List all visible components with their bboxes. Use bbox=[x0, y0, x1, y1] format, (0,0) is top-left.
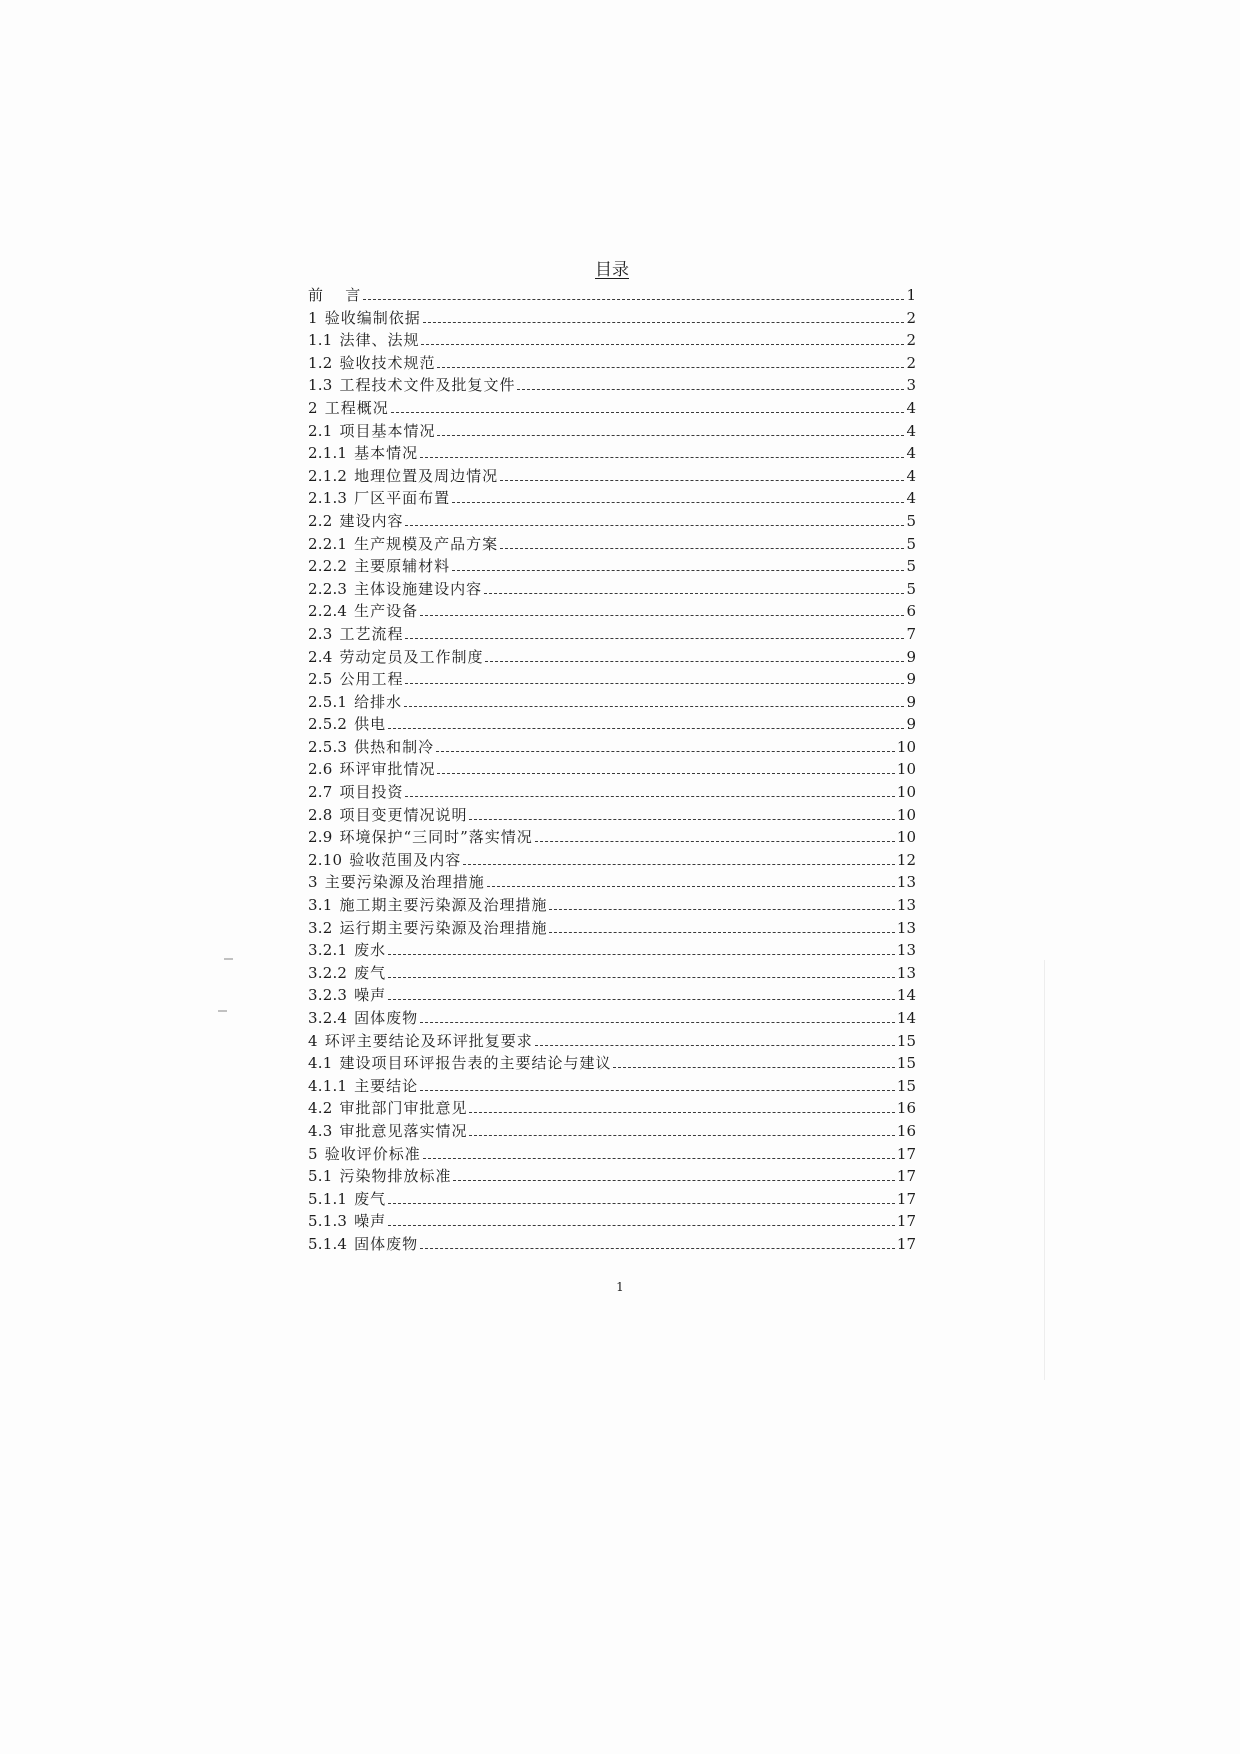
toc-entry[interactable] bbox=[308, 646, 916, 669]
toc-entry[interactable] bbox=[308, 420, 916, 443]
toc-entry-title: 公用工程 bbox=[339, 670, 404, 689]
toc-entry-number: 3 bbox=[308, 873, 318, 892]
toc-entry-page: 10 bbox=[896, 828, 916, 847]
toc-entry-page: 10 bbox=[896, 737, 916, 756]
toc-entry-number: 2.3 bbox=[308, 624, 333, 643]
toc-entry-page: 17 bbox=[896, 1144, 916, 1163]
toc-entry-title: 项目变更情况说明 bbox=[339, 805, 468, 824]
scan-mark bbox=[224, 958, 233, 960]
toc-dot-leader bbox=[423, 1157, 895, 1159]
toc-entry-page: 3 bbox=[906, 376, 916, 395]
toc-entry-page: 12 bbox=[896, 850, 916, 869]
toc-dot-leader bbox=[469, 1111, 894, 1113]
toc-entry-number: 3.2.4 bbox=[308, 1009, 348, 1027]
toc-entry-page: 4 bbox=[906, 466, 916, 485]
toc-entry-number: 2.4 bbox=[308, 647, 333, 666]
toc-dot-leader bbox=[469, 818, 894, 820]
toc-entry-title: 污染物排放标准 bbox=[339, 1167, 452, 1186]
toc-entry[interactable] bbox=[308, 307, 916, 330]
toc-list bbox=[308, 284, 916, 1256]
toc-dot-leader bbox=[388, 998, 895, 1000]
toc-entry-title: 废气 bbox=[354, 963, 387, 982]
toc-entry-page: 6 bbox=[906, 602, 916, 621]
toc-entry[interactable] bbox=[308, 1075, 916, 1098]
toc-entry-title: 废气 bbox=[354, 1189, 387, 1208]
toc-entry-number: 2.2.3 bbox=[308, 579, 348, 598]
toc-entry-number: 前 bbox=[308, 286, 324, 304]
toc-entry-number: 5.1.4 bbox=[308, 1234, 348, 1253]
toc-entry[interactable] bbox=[308, 623, 916, 646]
toc-entry-number: 2.1.3 bbox=[308, 489, 348, 508]
toc-entry-page: 13 bbox=[896, 873, 916, 892]
toc-entry-page: 16 bbox=[896, 1121, 916, 1140]
toc-dot-leader bbox=[388, 976, 895, 978]
toc-entry[interactable] bbox=[308, 465, 916, 488]
toc-dot-leader bbox=[405, 637, 904, 639]
toc-entry-page: 4 bbox=[906, 444, 916, 463]
toc-entry-page: 17 bbox=[896, 1167, 916, 1186]
toc-entry-page: 2 bbox=[906, 331, 916, 350]
toc-entry-page: 10 bbox=[896, 783, 916, 802]
toc-entry-page: 14 bbox=[896, 1009, 916, 1027]
toc-entry-page: 5 bbox=[906, 534, 916, 553]
toc-entry-title: 建设项目环评报告表的主要结论与建议 bbox=[339, 1054, 612, 1073]
toc-dot-leader bbox=[388, 727, 904, 729]
toc-entry[interactable] bbox=[308, 1097, 916, 1120]
toc-entry[interactable] bbox=[308, 352, 916, 375]
toc-dot-leader bbox=[388, 1224, 895, 1226]
toc-entry-title: 基本情况 bbox=[354, 444, 419, 463]
table-of-contents bbox=[308, 256, 916, 1256]
toc-dot-leader bbox=[420, 614, 904, 616]
toc-entry[interactable] bbox=[308, 578, 916, 601]
toc-entry-number: 2.6 bbox=[308, 760, 333, 779]
toc-entry-page: 10 bbox=[896, 805, 916, 824]
toc-entry-number: 3.2.3 bbox=[308, 986, 348, 1005]
toc-dot-leader bbox=[452, 569, 904, 571]
toc-entry-page: 1 bbox=[906, 286, 916, 304]
toc-entry-title: 生产规模及产品方案 bbox=[354, 534, 499, 553]
toc-entry-number: 3.2.1 bbox=[308, 941, 348, 960]
toc-entry-number: 2.5.2 bbox=[308, 715, 348, 734]
toc-entry-page: 9 bbox=[906, 715, 916, 734]
toc-entry-number: 2.2 bbox=[308, 511, 333, 530]
toc-dot-leader bbox=[391, 411, 905, 413]
toc-entry-title: 环评主要结论及环评批复要求 bbox=[324, 1031, 533, 1050]
toc-entry-number: 4.2 bbox=[308, 1099, 333, 1118]
toc-entry-number: 2.1.2 bbox=[308, 466, 348, 485]
toc-entry-title: 验收范围及内容 bbox=[349, 850, 462, 869]
toc-entry-page: 16 bbox=[896, 1099, 916, 1118]
toc-entry-page: 15 bbox=[896, 1031, 916, 1050]
toc-dot-leader bbox=[405, 795, 894, 797]
toc-entry-page: 17 bbox=[896, 1189, 916, 1208]
toc-entry-number: 2.8 bbox=[308, 805, 333, 824]
toc-entry-page: 2 bbox=[906, 353, 916, 372]
toc-entry-page: 13 bbox=[896, 963, 916, 982]
toc-entry-number: 4.3 bbox=[308, 1121, 333, 1140]
toc-dot-leader bbox=[535, 840, 895, 842]
toc-entry-page: 5 bbox=[906, 579, 916, 598]
toc-entry-page: 5 bbox=[906, 557, 916, 576]
toc-dot-leader bbox=[420, 1247, 895, 1249]
toc-entry[interactable] bbox=[308, 510, 916, 533]
toc-entry-title: 审批部门审批意见 bbox=[339, 1099, 468, 1118]
toc-dot-leader bbox=[437, 366, 904, 368]
toc-entry-number: 4.1.1 bbox=[308, 1076, 348, 1095]
toc-entry[interactable] bbox=[308, 781, 916, 804]
toc-dot-leader bbox=[420, 1089, 895, 1091]
toc-entry[interactable] bbox=[308, 442, 916, 465]
toc-entry[interactable] bbox=[308, 397, 916, 420]
toc-entry-title: 工程概况 bbox=[324, 398, 389, 417]
toc-entry-title: 施工期主要污染源及治理措施 bbox=[339, 896, 548, 915]
toc-entry[interactable] bbox=[308, 962, 916, 985]
toc-entry[interactable] bbox=[308, 1210, 916, 1233]
toc-dot-leader bbox=[405, 682, 904, 684]
toc-dot-leader bbox=[549, 908, 894, 910]
toc-entry-number: 2.2.2 bbox=[308, 557, 348, 576]
toc-entry-title: 地理位置及周边情况 bbox=[354, 466, 499, 485]
toc-dot-leader bbox=[405, 524, 904, 526]
toc-entry-page: 14 bbox=[896, 986, 916, 1005]
toc-entry-page: 4 bbox=[906, 421, 916, 440]
toc-entry-title: 废水 bbox=[354, 941, 387, 960]
toc-entry[interactable] bbox=[308, 1143, 916, 1166]
toc-entry[interactable] bbox=[308, 939, 916, 962]
toc-entry-number: 2 bbox=[308, 398, 318, 417]
toc-entry[interactable] bbox=[308, 1030, 916, 1053]
toc-dot-leader bbox=[487, 885, 895, 887]
toc-dot-leader bbox=[420, 1021, 895, 1023]
toc-entry-page: 13 bbox=[896, 941, 916, 960]
toc-entry[interactable] bbox=[308, 713, 916, 736]
toc-entry[interactable] bbox=[308, 871, 916, 894]
toc-entry[interactable] bbox=[308, 894, 916, 917]
toc-entry-title: 验收编制依据 bbox=[324, 308, 421, 327]
toc-entry-number: 1.2 bbox=[308, 353, 333, 372]
toc-dot-leader bbox=[436, 750, 895, 752]
toc-dot-leader bbox=[517, 388, 904, 390]
toc-entry-number: 1.3 bbox=[308, 376, 333, 395]
toc-dot-leader bbox=[452, 501, 904, 503]
toc-entry-page: 7 bbox=[906, 624, 916, 643]
toc-entry[interactable] bbox=[308, 555, 916, 578]
toc-entry-page: 13 bbox=[896, 896, 916, 915]
toc-entry-title: 言 bbox=[345, 286, 362, 304]
toc-entry-page: 15 bbox=[896, 1076, 916, 1095]
toc-entry-number: 2.5 bbox=[308, 670, 333, 689]
toc-entry-number: 2.1 bbox=[308, 421, 333, 440]
toc-entry-title: 项目投资 bbox=[339, 783, 404, 802]
toc-dot-leader bbox=[388, 1202, 895, 1204]
toc-dot-leader bbox=[453, 1179, 894, 1181]
toc-entry-number: 4 bbox=[308, 1031, 318, 1050]
toc-entry[interactable] bbox=[308, 1007, 916, 1030]
toc-entry-title: 项目基本情况 bbox=[339, 421, 436, 440]
toc-entry[interactable] bbox=[308, 1233, 916, 1256]
toc-entry-number: 2.5.3 bbox=[308, 737, 348, 756]
toc-entry-title: 验收评价标准 bbox=[324, 1144, 421, 1163]
toc-entry[interactable] bbox=[308, 600, 916, 623]
toc-entry[interactable] bbox=[308, 284, 916, 307]
toc-dot-leader bbox=[463, 863, 895, 865]
toc-dot-leader bbox=[437, 772, 894, 774]
toc-entry-title: 给排水 bbox=[354, 692, 403, 711]
toc-entry-title: 噪声 bbox=[354, 1212, 387, 1231]
toc-dot-leader bbox=[420, 456, 904, 458]
toc-dot-leader bbox=[613, 1066, 894, 1068]
toc-entry-page: 17 bbox=[896, 1234, 916, 1253]
toc-entry[interactable] bbox=[308, 1120, 916, 1143]
toc-entry[interactable] bbox=[308, 329, 916, 352]
toc-entry-number: 3.2.2 bbox=[308, 963, 348, 982]
toc-entry-title: 厂区平面布置 bbox=[354, 489, 451, 508]
toc-entry[interactable] bbox=[308, 804, 916, 827]
toc-dot-leader bbox=[437, 434, 904, 436]
toc-entry[interactable] bbox=[308, 1188, 916, 1211]
toc-entry-number: 1.1 bbox=[308, 331, 333, 350]
scan-mark bbox=[218, 1010, 227, 1012]
toc-entry-number: 2.9 bbox=[308, 828, 333, 847]
toc-entry-page: 17 bbox=[896, 1212, 916, 1231]
toc-entry-page: 9 bbox=[906, 647, 916, 666]
toc-entry-title: 主要结论 bbox=[354, 1076, 419, 1095]
toc-entry[interactable] bbox=[308, 374, 916, 397]
toc-entry-page: 9 bbox=[906, 670, 916, 689]
toc-entry-title: 法律、法规 bbox=[339, 331, 420, 350]
toc-entry-page: 2 bbox=[906, 308, 916, 327]
toc-entry-title: 主要原辅材料 bbox=[354, 557, 451, 576]
toc-dot-leader bbox=[535, 1044, 895, 1046]
toc-entry-title: 噪声 bbox=[354, 986, 387, 1005]
toc-entry-title: 工艺流程 bbox=[339, 624, 404, 643]
toc-title: 目录 bbox=[595, 260, 629, 280]
toc-entry-number: 2.7 bbox=[308, 783, 333, 802]
toc-entry[interactable] bbox=[308, 849, 916, 872]
toc-entry-number: 5.1 bbox=[308, 1167, 333, 1186]
toc-entry-title: 运行期主要污染源及治理措施 bbox=[339, 918, 548, 937]
toc-dot-leader bbox=[363, 298, 904, 300]
toc-dot-leader bbox=[404, 705, 904, 707]
toc-entry-number: 5.1.1 bbox=[308, 1189, 348, 1208]
toc-entry-title: 环评审批情况 bbox=[339, 760, 436, 779]
toc-entry[interactable] bbox=[308, 487, 916, 510]
toc-entry-title: 主要污染源及治理措施 bbox=[324, 873, 485, 892]
toc-entry-number: 2.5.1 bbox=[308, 692, 348, 711]
toc-entry-title: 固体废物 bbox=[354, 1009, 419, 1027]
toc-entry-title: 环境保护“三同时”落实情况 bbox=[339, 828, 533, 847]
toc-entry-number: 2.2.4 bbox=[308, 602, 348, 621]
toc-dot-leader bbox=[485, 660, 904, 662]
toc-entry-number: 1 bbox=[308, 308, 318, 327]
toc-entry[interactable] bbox=[308, 984, 916, 1007]
toc-entry-page: 13 bbox=[896, 918, 916, 937]
toc-entry-number: 3.2 bbox=[308, 918, 333, 937]
toc-entry[interactable] bbox=[308, 736, 916, 759]
toc-entry-title: 工程技术文件及批复文件 bbox=[339, 376, 516, 395]
toc-entry-page: 4 bbox=[906, 398, 916, 417]
toc-entry-number: 5.1.3 bbox=[308, 1212, 348, 1231]
toc-entry-number: 5 bbox=[308, 1144, 318, 1163]
toc-entry[interactable] bbox=[308, 1165, 916, 1188]
toc-entry[interactable] bbox=[308, 533, 916, 556]
toc-dot-leader bbox=[484, 592, 904, 594]
toc-dot-leader bbox=[500, 547, 904, 549]
toc-entry-title: 劳动定员及工作制度 bbox=[339, 647, 484, 666]
toc-entry-page: 5 bbox=[906, 511, 916, 530]
toc-entry-number: 2.2.1 bbox=[308, 534, 348, 553]
toc-entry[interactable] bbox=[308, 691, 916, 714]
toc-entry-number: 2.1.1 bbox=[308, 444, 348, 463]
toc-entry-title: 主体设施建设内容 bbox=[354, 579, 483, 598]
toc-entry-title: 建设内容 bbox=[339, 511, 404, 530]
toc-entry-page: 15 bbox=[896, 1054, 916, 1073]
toc-dot-leader bbox=[388, 953, 895, 955]
toc-entry-title: 供电 bbox=[354, 715, 387, 734]
toc-entry-page: 9 bbox=[906, 692, 916, 711]
toc-dot-leader bbox=[421, 343, 904, 345]
toc-entry-page: 10 bbox=[896, 760, 916, 779]
toc-entry-title: 生产设备 bbox=[354, 602, 419, 621]
toc-entry[interactable] bbox=[308, 917, 916, 940]
toc-entry-page: 4 bbox=[906, 489, 916, 508]
scan-edge bbox=[1044, 960, 1045, 1380]
toc-entry-number: 2.10 bbox=[308, 850, 343, 869]
toc-entry[interactable] bbox=[308, 758, 916, 781]
toc-entry[interactable] bbox=[308, 1052, 916, 1075]
toc-dot-leader bbox=[549, 931, 894, 933]
toc-entry[interactable] bbox=[308, 826, 916, 849]
page-number: 1 bbox=[616, 1280, 624, 1294]
toc-entry-title: 验收技术规范 bbox=[339, 353, 436, 372]
toc-entry-number: 3.1 bbox=[308, 896, 333, 915]
toc-entry[interactable] bbox=[308, 668, 916, 691]
toc-entry-title: 审批意见落实情况 bbox=[339, 1121, 468, 1140]
toc-entry-title: 固体废物 bbox=[354, 1234, 419, 1253]
toc-entry-title: 供热和制冷 bbox=[354, 737, 435, 756]
toc-dot-leader bbox=[500, 479, 904, 481]
toc-dot-leader bbox=[423, 321, 905, 323]
toc-entry-number: 4.1 bbox=[308, 1054, 333, 1073]
toc-dot-leader bbox=[469, 1134, 894, 1136]
